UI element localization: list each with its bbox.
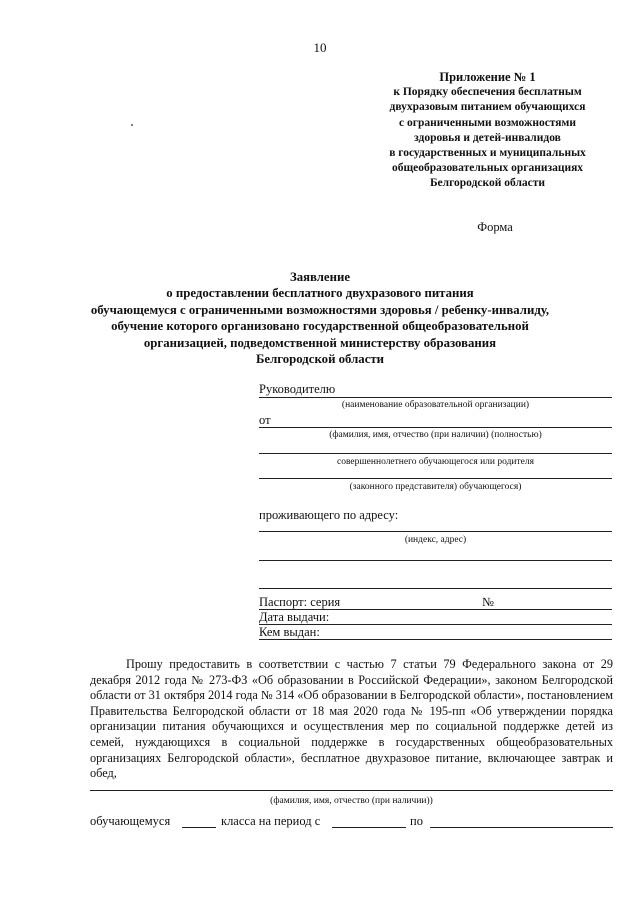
appendix-line: в государственных и муниципальных (389, 147, 586, 160)
appendix-line: здоровья и детей-инвалидов (414, 131, 561, 144)
student-label: обучающемуся (90, 814, 171, 828)
representative-caption: (законного представителя) обучающегося) (349, 482, 522, 492)
scan-speck (131, 124, 133, 126)
student-name-caption: (фамилия, имя, отчество (при наличии)) (270, 796, 433, 806)
address-label: проживающего по адресу: (259, 508, 399, 522)
statement-title: Заявление (289, 270, 351, 284)
address-line-3[interactable] (259, 588, 612, 589)
issued-by-line[interactable] (259, 639, 612, 640)
period-end-line[interactable] (430, 827, 613, 828)
appendix-title: Приложение № 1 (439, 70, 536, 84)
student-name-line[interactable] (90, 790, 613, 791)
appendix-line: общеобразовательных организациях (391, 162, 584, 175)
statement-line: обучение которого организовано государственной общеобразовательной (111, 319, 529, 334)
statement-heading (70, 269, 570, 367)
head-caption: (наименование образовательной организации) (341, 400, 530, 410)
from-line[interactable] (259, 427, 612, 428)
appendix-line: Белгородской области (429, 177, 546, 190)
adult-caption: совершеннолетнего обучающегося или родителя (337, 457, 534, 467)
request-paragraph (90, 657, 613, 782)
appendix-line: с ограниченными возможностями (399, 116, 576, 129)
name-line[interactable] (259, 453, 612, 454)
passport-label: Паспорт: серия (259, 595, 341, 609)
request-text: Прошу предоставить в соответствии с частью 7 статьи 79 Федерального закона от 29 декабря 2012 года № 273-ФЗ «Об образовании в Российской Федерации», законом Белгородской области от 31 октября 2014 года № 314 «Об образовании в Белгородской области», постановлением Правительства Белгородской области от 18 мая 2020 года № 195-пп «Об утверждении порядка организации питания обучающихся и осуществления мер по социальной поддержке детей из семей, нуждающихся в социальной поддержке в государственных общеобразовательных организациях Белгородской области», бесплатное двухразовое питание, включающее завтрак и обед, (90, 657, 613, 781)
passport-number-label: № (482, 595, 494, 609)
class-line[interactable] (182, 827, 216, 828)
address-caption: (индекс, адрес) (404, 535, 467, 545)
form-label: Форма (477, 220, 513, 234)
page-number: 10 (313, 40, 327, 55)
appendix-line: к Порядку обеспечения бесплатным (393, 86, 582, 99)
issued-by-label: Кем выдан: (259, 625, 320, 639)
head-label: Руководителю (259, 382, 336, 396)
period-to-label: по (410, 814, 423, 828)
from-label: от (259, 413, 271, 427)
representative-line[interactable] (259, 478, 612, 479)
from-caption: (фамилия, имя, отчество (при наличии) (полностью) (329, 430, 542, 440)
head-line[interactable] (259, 397, 612, 398)
issue-date-label: Дата выдачи: (259, 610, 330, 624)
address-line-2[interactable] (259, 560, 612, 561)
appendix-header (350, 70, 625, 192)
period-start-line[interactable] (332, 827, 406, 828)
statement-line: о предоставлении бесплатного двухразового питания (166, 286, 474, 301)
class-period-label: класса на период с (221, 814, 321, 828)
statement-line: организацией, подведомственной министерству образования (143, 335, 497, 350)
appendix-line: двухразовым питанием обучающихся (389, 101, 586, 114)
address-line[interactable] (259, 531, 612, 532)
statement-line: обучающемуся с ограниченными возможностями здоровья / ребенку-инвалиду, (90, 302, 550, 317)
statement-line: Белгородской области (255, 352, 385, 367)
